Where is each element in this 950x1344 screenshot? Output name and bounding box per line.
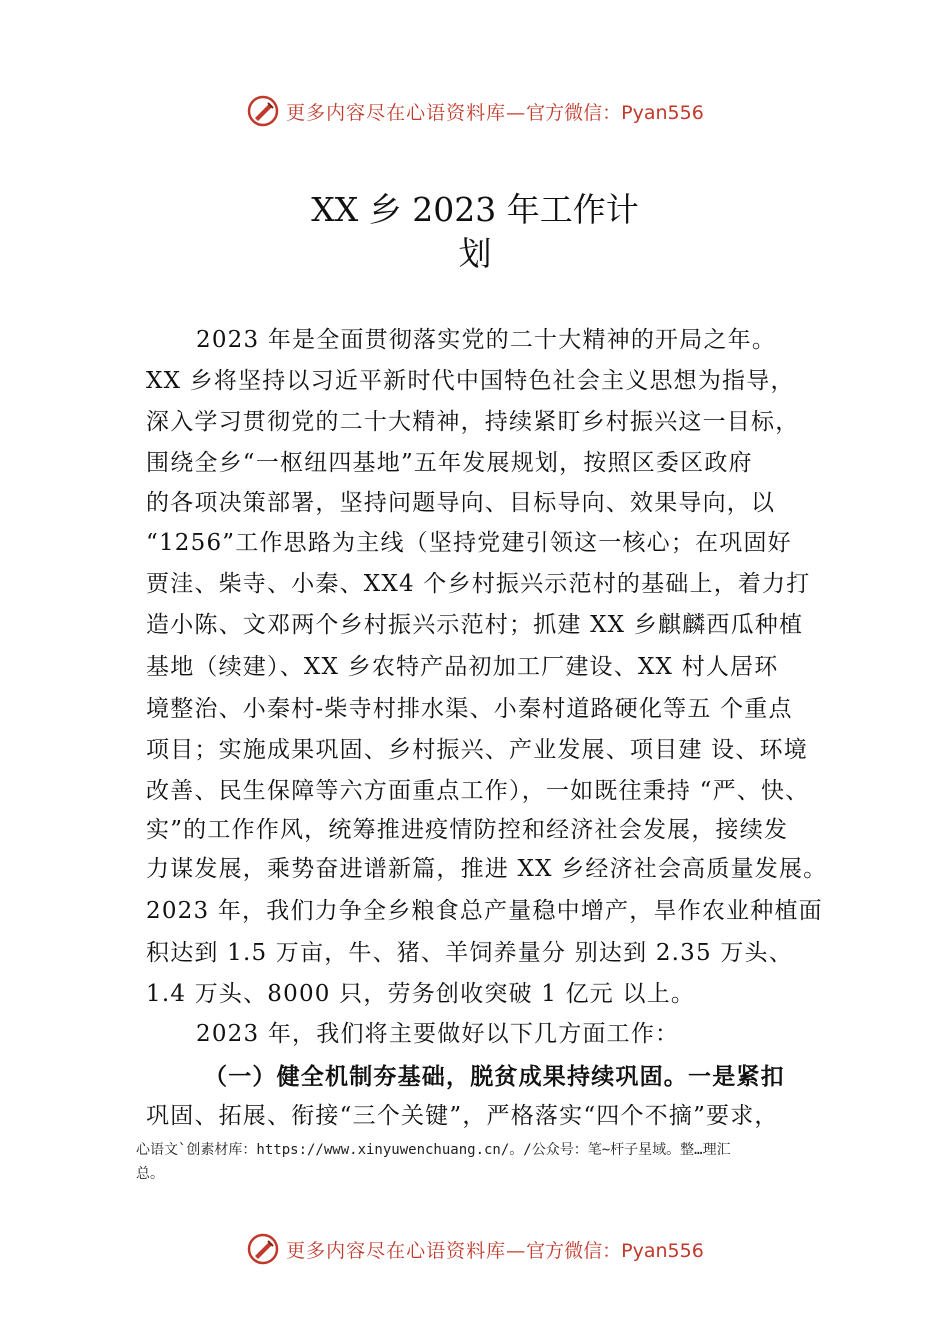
footer-banner (0, 1232, 950, 1266)
body-line: 基地（续建）、XX 乡农特产品初加工厂建设、XX 村人居环 (146, 654, 779, 680)
section-heading-line: （一）健全机制夯基础，脱贫成果持续巩固。一是紧扣 (204, 1063, 785, 1090)
banner-text: 更多内容尽在心语资料库— (286, 101, 527, 124)
body-line: 积达到 1.5 万亩，牛、猪、羊饲养量分 别达到 2.35 万头、 (146, 940, 793, 966)
body-line: 围绕全乡“一枢纽四基地”五年发展规划，按照区委区政府 (146, 450, 753, 476)
body-line: “1256”工作思路为主线（坚持党建引领这一核心；在巩固好 (146, 530, 792, 556)
body-line: 深入学习贯彻党的二十大精神，持续紧盯乡村振兴这一目标， (146, 409, 800, 435)
source-note-line1: 心语文`创素材库：https://www.xinyuwenchuang.cn/。/公众号：笔~杆子星域。整…理汇 (136, 1142, 731, 1158)
body-line: 1.4 万头、8000 只，劳务创收突破 1 亿元 以上。 (146, 981, 696, 1007)
body-line: XX 乡将坚持以习近平新时代中国特色社会主义思想为指导， (146, 368, 795, 394)
body-line: 力谋发展，乘势奋进谱新篇，推进 XX 乡经济社会高质量发展。 (146, 856, 828, 882)
document-title-line2: 划 (458, 234, 492, 273)
banner-wechat: 官方微信：Pyan556 (526, 1239, 704, 1262)
source-note-line2: 总。 (136, 1166, 164, 1182)
brand-logo-icon (246, 94, 280, 128)
body-line: 改善、民生保障等六方面重点工作），一如既往秉持 “严、快、 (146, 778, 810, 804)
body-line: 项目；实施成果巩固、乡村振兴、产业发展、项目建 设、环境 (146, 737, 808, 763)
banner-text: 更多内容尽在心语资料库— (286, 1239, 527, 1262)
body-line: 2023 年是全面贯彻落实党的二十大精神的开局之年。 (196, 327, 777, 353)
body-line: 境整治、小秦村-柴寺村排水渠、小秦村道路硬化等五 个重点 (146, 696, 793, 722)
body-line: 的各项决策部署，坚持问题导向、目标导向、效果导向，以 (146, 490, 776, 516)
header-banner (0, 94, 950, 128)
body-line: 造小陈、文邓两个乡村振兴示范村；抓建 XX 乡麒麟西瓜种植 (146, 612, 804, 638)
body-line: 2023 年，我们将主要做好以下几方面工作： (196, 1021, 680, 1047)
brand-logo-icon (246, 1232, 280, 1266)
body-line: 巩固、拓展、衔接“三个关键”，严格落实“四个不摘”要求， (146, 1103, 779, 1129)
body-line: 实”的工作作风，统筹推进疫情防控和经济社会发展，接续发 (146, 817, 789, 843)
body-line: 贾洼、柴寺、小秦、XX4 个乡村振兴示范村的基础上，着力打 (146, 571, 811, 597)
body-line: 2023 年，我们力争全乡粮食总产量稳中增产，旱作农业种植面 (146, 898, 823, 924)
document-title-line1: XX 乡 2023 年工作计 (311, 190, 639, 229)
banner-wechat: 官方微信：Pyan556 (526, 101, 704, 124)
